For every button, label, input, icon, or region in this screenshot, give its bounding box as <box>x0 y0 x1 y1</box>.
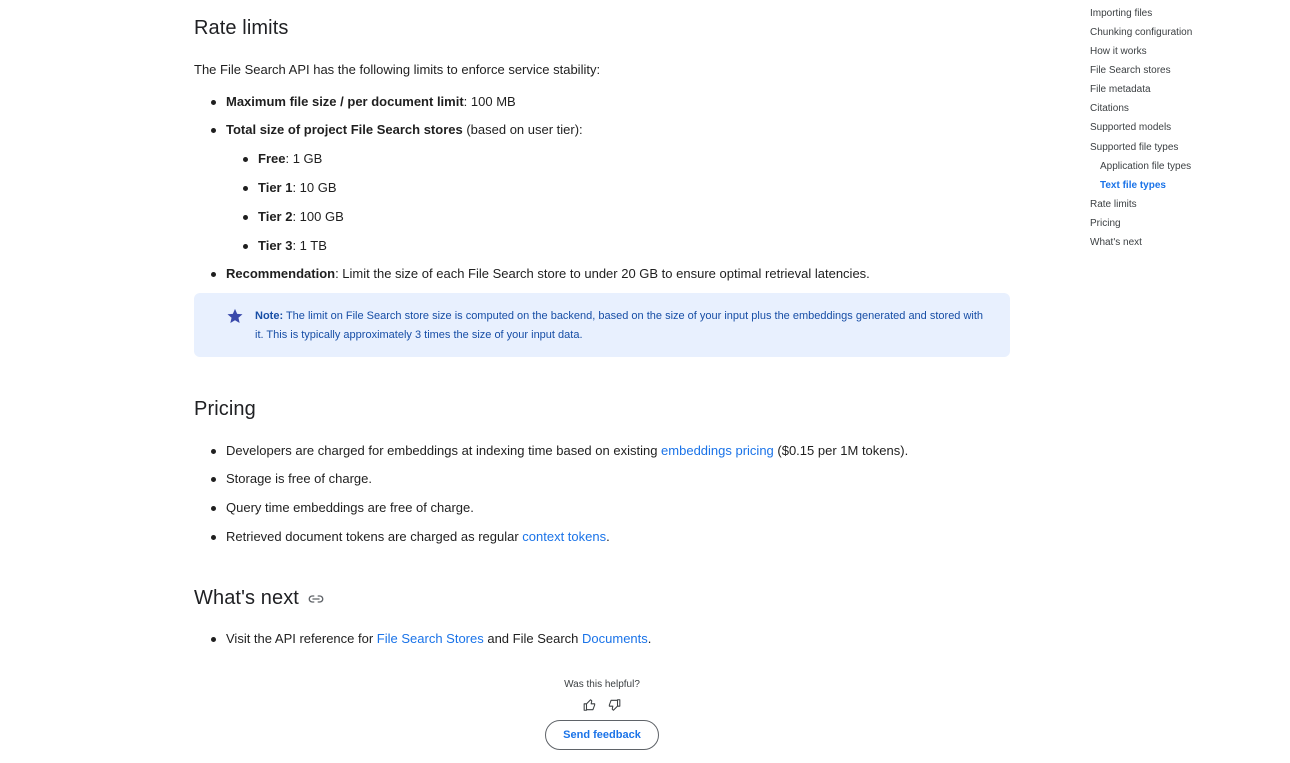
toc-item-importing-files[interactable]: Importing files <box>1090 8 1153 19</box>
tier-text: : 10 GB <box>292 180 337 195</box>
tier-bold: Tier 2 <box>258 209 293 224</box>
toc-item-supported-models[interactable]: Supported models <box>1090 122 1172 133</box>
list-item: Storage is free of charge. <box>226 471 372 486</box>
tier-text: : 1 GB <box>285 151 323 166</box>
toc-item-rate-limits[interactable]: Rate limits <box>1090 199 1137 210</box>
list-item-text: . <box>606 529 610 544</box>
list-item-text: : Limit the size of each File Search store to under 20 GB to ensure optimal retrieval latencies. <box>335 266 870 281</box>
list-item <box>226 266 870 281</box>
feedback-thumbs <box>545 698 659 712</box>
list-item <box>226 94 516 109</box>
list-item-text: : 100 MB <box>463 94 516 109</box>
whats-next-heading-text: What's next <box>194 587 299 609</box>
list-item-text: and File Search <box>483 631 583 646</box>
tier-item <box>258 238 327 253</box>
list-item-bold: Maximum file size / per document limit <box>226 94 464 109</box>
list-item-text: (based on user tier): <box>462 122 583 137</box>
rate-limits-heading: Rate limits <box>194 17 289 39</box>
list-item-text: . <box>647 631 652 646</box>
list-item-text: Developers are charged for embeddings at indexing time based on existing <box>226 443 662 458</box>
toc-item-whats-next[interactable]: What's next <box>1090 237 1142 248</box>
star-icon <box>226 307 244 325</box>
tier-item <box>258 180 337 195</box>
context-tokens-link[interactable]: context tokens <box>522 529 607 544</box>
list-item-bold: Total size of project File Search stores <box>226 122 463 137</box>
list-item-text: Visit the API reference for <box>226 631 377 646</box>
toc-item-file-metadata[interactable]: File metadata <box>1090 84 1151 95</box>
feedback-widget <box>545 679 659 750</box>
note-text <box>255 307 985 345</box>
list-item <box>226 443 908 458</box>
whats-next-heading <box>194 587 325 610</box>
toc-item-citations[interactable]: Citations <box>1090 103 1129 114</box>
list-item: Query time embeddings are free of charge. <box>226 500 474 515</box>
list-item <box>226 529 610 544</box>
documents-link[interactable]: Documents <box>582 631 648 646</box>
toc-item-text-file-types[interactable]: Text file types <box>1100 180 1166 191</box>
tier-item <box>258 209 344 224</box>
feedback-question: Was this helpful? <box>564 679 640 690</box>
pricing-heading: Pricing <box>194 398 256 420</box>
link-icon[interactable] <box>307 590 325 608</box>
rate-limits-intro: The File Search API has the following limits to enforce service stability: <box>194 62 601 77</box>
file-search-stores-link[interactable]: File Search Stores <box>376 631 484 646</box>
list-item <box>226 631 651 646</box>
list-item-text: Retrieved document tokens are charged as regular <box>226 529 523 544</box>
tier-bold: Tier 1 <box>258 180 293 195</box>
note-label: Note: <box>255 310 284 322</box>
toc-item-chunking-configuration[interactable]: Chunking configuration <box>1090 27 1193 38</box>
note-body: The limit on File Search store size is computed on the backend, based on the size of your input plus the embeddings generated and stored with it. This is typically approximately 3 times the size of your input data. <box>255 310 984 341</box>
tier-item <box>258 151 322 166</box>
list-item-text: ($0.15 per 1M tokens). <box>773 443 909 458</box>
send-feedback-button[interactable]: Send feedback <box>545 720 659 750</box>
toc-item-file-search-stores[interactable]: File Search stores <box>1090 65 1171 76</box>
tier-bold: Tier 3 <box>258 238 293 253</box>
note-callout <box>194 293 1010 357</box>
toc-item-supported-file-types[interactable]: Supported file types <box>1090 142 1179 153</box>
tier-text: : 100 GB <box>292 209 344 224</box>
tier-bold: Free <box>258 151 286 166</box>
list-item <box>226 122 583 137</box>
toc-item-pricing[interactable]: Pricing <box>1090 218 1121 229</box>
thumbs-down-icon[interactable] <box>607 698 621 712</box>
embeddings-pricing-link[interactable]: embeddings pricing <box>661 443 774 458</box>
toc-item-how-it-works[interactable]: How it works <box>1090 46 1147 57</box>
tier-text: : 1 TB <box>292 238 327 253</box>
thumbs-up-icon[interactable] <box>583 698 597 712</box>
toc-item-application-file-types[interactable]: Application file types <box>1100 161 1192 172</box>
list-item-bold: Recommendation <box>226 266 336 281</box>
